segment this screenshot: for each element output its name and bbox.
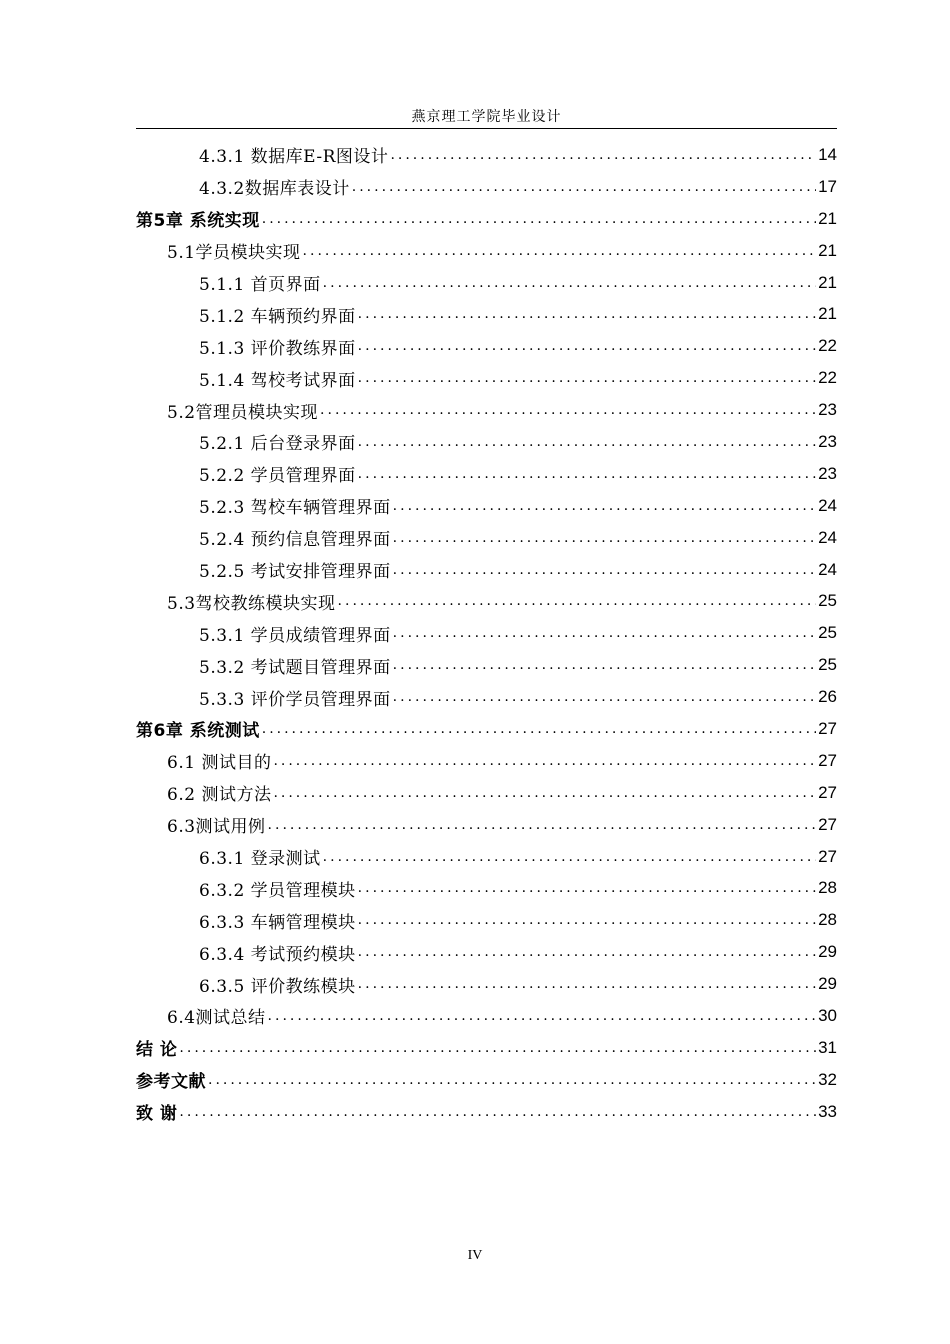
toc-leader-dots [393, 626, 816, 640]
toc-leader-dots [262, 722, 816, 736]
toc-leader-dots [323, 276, 816, 290]
toc-entry-page: 24 [818, 495, 837, 515]
toc-entry-page: 32 [818, 1069, 837, 1089]
toc-leader-dots [393, 690, 816, 704]
toc-entry[interactable] [136, 713, 837, 745]
toc-entry[interactable] [136, 872, 837, 904]
toc-leader-dots [358, 307, 816, 321]
toc-entry[interactable] [136, 235, 837, 267]
toc-entry[interactable] [136, 1032, 837, 1064]
toc-entry-page: 33 [818, 1101, 837, 1121]
toc-entry-title: 5.2.3 驾校车辆管理界面 [199, 498, 391, 519]
toc-leader-dots [358, 945, 816, 959]
toc-entry-page: 21 [818, 240, 837, 260]
toc-entry-title: 第6章 系统测试 [136, 721, 260, 742]
toc-entry-page: 22 [818, 336, 837, 356]
toc-entry-page: 27 [818, 846, 837, 866]
toc-leader-dots [393, 658, 816, 672]
toc-entry[interactable] [136, 936, 837, 968]
toc-entry-page: 21 [818, 208, 837, 228]
toc-entry[interactable] [136, 458, 837, 490]
toc-entry-page: 17 [818, 176, 837, 196]
toc-entry[interactable] [136, 904, 837, 936]
toc-entry-title: 5.3.2 考试题目管理界面 [199, 657, 391, 678]
toc-leader-dots [358, 881, 816, 895]
toc-entry[interactable] [136, 362, 837, 394]
toc-leader-dots [262, 212, 816, 226]
toc-entry[interactable] [136, 522, 837, 554]
toc-leader-dots [320, 403, 816, 417]
page-number: IV [467, 1248, 483, 1263]
toc-leader-dots [393, 531, 816, 545]
toc-entry[interactable] [136, 841, 837, 873]
toc-entry-page: 24 [818, 527, 837, 547]
toc-entry-page: 28 [818, 878, 837, 898]
toc-entry-page: 21 [818, 304, 837, 324]
toc-leader-dots [358, 435, 816, 449]
toc-entry-page: 14 [818, 144, 837, 164]
toc-entry-page: 27 [818, 718, 837, 738]
toc-entry-page: 28 [818, 910, 837, 930]
toc-entry[interactable] [136, 745, 837, 777]
toc-entry-page: 27 [818, 814, 837, 834]
toc-entry-title: 5.1学员模块实现 [167, 243, 301, 264]
toc-entry-page: 24 [818, 559, 837, 579]
toc-entry[interactable] [136, 490, 837, 522]
toc-entry-title: 6.3.2 学员管理模块 [199, 880, 356, 901]
toc-entry-title: 6.3.3 车辆管理模块 [199, 912, 356, 933]
toc-entry-page: 26 [818, 687, 837, 707]
toc-leader-dots [358, 339, 816, 353]
toc-leader-dots [273, 786, 816, 800]
toc-entry-title: 5.1.3 评价教练界面 [199, 338, 356, 359]
toc-entry-title: 5.1.4 驾校考试界面 [199, 370, 356, 391]
toc-entry-title: 参考文献 [136, 1072, 206, 1093]
toc-entry[interactable] [136, 585, 837, 617]
toc-leader-dots [393, 563, 816, 577]
toc-leader-dots [358, 371, 816, 385]
toc-entry-page: 23 [818, 431, 837, 451]
toc-entry[interactable] [136, 298, 837, 330]
toc-entry[interactable] [136, 330, 837, 362]
toc-entry-title: 6.1 测试目的 [167, 753, 272, 774]
toc-entry-page: 25 [818, 623, 837, 643]
toc-entry[interactable] [136, 267, 837, 299]
toc-entry[interactable] [136, 809, 837, 841]
toc-entry[interactable] [136, 203, 837, 235]
toc-leader-dots [358, 913, 816, 927]
toc-entry-title: 5.2.5 考试安排管理界面 [199, 562, 391, 583]
toc-entry-title: 5.2.1 后台登录界面 [199, 434, 356, 455]
toc-leader-dots [323, 850, 816, 864]
toc-entry-title: 5.2管理员模块实现 [167, 402, 319, 423]
toc-entry-title: 5.3驾校教练模块实现 [167, 593, 336, 614]
toc-leader-dots [390, 148, 816, 162]
toc-leader-dots [338, 594, 817, 608]
toc-entry-page: 21 [818, 272, 837, 292]
toc-entry-title: 4.3.2数据库表设计 [199, 179, 350, 200]
header-rule [136, 128, 837, 129]
toc-entry-title: 4.3.1 数据库E-R图设计 [199, 147, 389, 168]
toc-entry[interactable] [136, 617, 837, 649]
table-of-contents [136, 139, 837, 1128]
toc-entry-page: 31 [818, 1037, 837, 1057]
toc-leader-dots [352, 180, 816, 194]
toc-leader-dots [179, 1105, 816, 1119]
toc-entry-title: 6.3.5 评价教练模块 [199, 976, 356, 997]
toc-entry[interactable] [136, 1096, 837, 1128]
toc-entry-title: 5.2.2 学员管理界面 [199, 466, 356, 487]
toc-entry-title: 6.3.4 考试预约模块 [199, 944, 356, 965]
toc-entry-title: 6.3.1 登录测试 [199, 849, 321, 870]
toc-leader-dots [179, 1041, 816, 1055]
toc-entry-title: 5.3.3 评价学员管理界面 [199, 689, 391, 710]
toc-entry-title: 5.3.1 学员成绩管理界面 [199, 625, 391, 646]
toc-entry-page: 29 [818, 974, 837, 994]
toc-leader-dots [268, 818, 817, 832]
toc-entry-title: 6.3测试用例 [167, 817, 266, 838]
toc-entry-page: 27 [818, 750, 837, 770]
toc-entry[interactable] [136, 139, 837, 171]
toc-entry-title: 5.2.4 预约信息管理界面 [199, 530, 391, 551]
toc-entry-title: 5.1.1 首页界面 [199, 275, 321, 295]
toc-entry-page: 25 [818, 591, 837, 611]
toc-entry[interactable] [136, 426, 837, 458]
toc-entry[interactable] [136, 968, 837, 1000]
toc-entry-title: 5.1.2 车辆预约界面 [199, 306, 356, 327]
toc-entry-title: 致 谢 [136, 1104, 178, 1125]
toc-entry-title: 结 论 [136, 1040, 178, 1061]
toc-entry-page: 23 [818, 400, 837, 420]
toc-entry-title: 第5章 系统实现 [136, 211, 260, 232]
toc-entry[interactable] [136, 171, 837, 203]
toc-entry[interactable] [136, 1064, 837, 1096]
toc-leader-dots [393, 499, 816, 513]
toc-entry[interactable] [136, 681, 837, 713]
toc-entry-page: 30 [818, 1005, 837, 1025]
toc-entry-title: 6.4测试总结 [167, 1008, 266, 1029]
toc-leader-dots [303, 244, 817, 258]
toc-entry-page: 29 [818, 942, 837, 962]
toc-entry-title: 6.2 测试方法 [167, 785, 272, 806]
toc-leader-dots [358, 977, 816, 991]
toc-entry-page: 25 [818, 655, 837, 675]
toc-leader-dots [268, 1009, 817, 1023]
toc-entry[interactable] [136, 554, 837, 586]
toc-entry-page: 22 [818, 368, 837, 388]
toc-entry[interactable] [136, 777, 837, 809]
toc-entry[interactable] [136, 649, 837, 681]
toc-entry-page: 27 [818, 782, 837, 802]
toc-leader-dots [358, 467, 816, 481]
toc-leader-dots [273, 754, 816, 768]
toc-entry[interactable] [136, 394, 837, 426]
toc-leader-dots [208, 1073, 816, 1087]
toc-entry[interactable] [136, 1000, 837, 1032]
page-header-title: 燕京理工学院毕业设计 [411, 109, 562, 125]
toc-entry-page: 23 [818, 463, 837, 483]
